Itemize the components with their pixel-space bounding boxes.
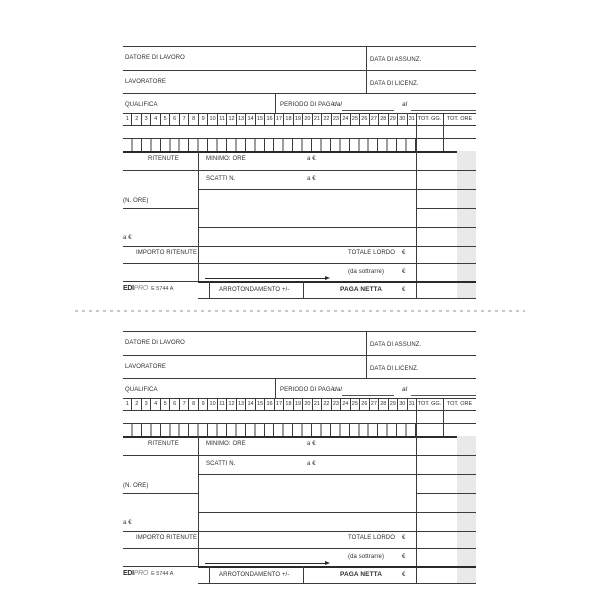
to-subtract-label: (da sottrarre) [348,269,385,275]
day-number: 25 [351,398,360,410]
day-number: 16 [265,398,274,410]
increments-at-euro: a € [307,461,316,467]
form-bottom-line [198,298,476,299]
from-label: dal [333,101,342,108]
day-number: 12 [227,113,236,125]
day-number: 17 [275,113,284,125]
hours-note-label: (N. ORE) [123,198,149,204]
day-number: 9 [199,113,208,125]
day-numbers-row [123,398,416,410]
rounding-box-right-line [303,281,304,298]
day-number: 27 [370,113,379,125]
rounding-label: ARROTONDAMENTO +/- [219,287,290,293]
perforation-dashed-line [75,310,525,312]
row-line [198,531,416,532]
day-number: 23 [332,113,341,125]
amount-withheld-label: IMPORTO RITENUTE [136,250,198,256]
net-pay-top-line [198,281,476,283]
header-divider [123,70,476,71]
day-number: 18 [284,113,293,125]
gross-total-euro: € [402,535,406,541]
row-line [416,455,476,456]
to-subtract-euro: € [402,554,406,560]
to-subtract-euro: € [402,269,406,275]
day-numbers-row [123,113,416,125]
day-number: 19 [294,113,303,125]
tot-gg-column-divider [416,113,417,151]
day-number: 7 [180,113,189,125]
worker-label: LAVORATORE [125,79,167,85]
day-number: 4 [151,398,160,410]
day-number: 10 [208,113,217,125]
qualification-label: QUALIFICA [125,102,158,108]
day-number: 11 [218,113,227,125]
tot-gg-column-divider [416,398,417,436]
to-subtract-label: (da sottrarre) [348,554,385,560]
row-line [198,227,416,228]
row-line [123,531,198,532]
row-line [416,548,476,549]
tot-ore-column-divider [443,113,444,151]
left-at-euro: a € [123,520,132,526]
payslip-form [123,331,476,584]
day-number: 26 [360,113,369,125]
rounding-box-left-line [209,566,210,583]
row-line [123,246,198,247]
header-divider [123,378,476,379]
brand-logo [123,570,173,578]
day-number: 5 [161,398,170,410]
day-number: 3 [142,398,151,410]
row-line [416,512,476,513]
day-number: 28 [379,113,388,125]
row-line [198,246,416,247]
pay-period-label: PERIODO DI PAGA [280,387,335,393]
row-line [416,493,476,494]
grid-bottom-line [123,436,476,438]
day-number: 24 [341,113,350,125]
to-fill-line [411,110,476,111]
increments-at-euro: a € [307,176,316,182]
day-number: 18 [284,398,293,410]
brand-edi: EDI [123,570,134,577]
hire-date-label: DATA DI ASSUNZ. [370,57,422,63]
qualification-label: QUALIFICA [125,387,158,393]
row-line [416,227,476,228]
header-divider [123,93,476,94]
day-number: 15 [256,113,265,125]
day-number: 29 [389,113,398,125]
grid-line [123,125,476,126]
from-fill-line [342,110,394,111]
rounding-box-right-line [303,566,304,583]
row-line [123,455,198,456]
arrow-right-icon [205,276,330,281]
day-number: 2 [132,398,141,410]
day-number: 27 [370,398,379,410]
tot-ore-column-divider [443,398,444,436]
grid-bottom-line [123,151,476,153]
form-bottom-line [198,583,476,584]
term-date-label: DATA DI LICENZ. [370,366,419,372]
day-number: 17 [275,398,284,410]
minimum-at-euro: a € [307,441,316,447]
from-fill-line [342,395,394,396]
term-date-label: DATA DI LICENZ. [370,81,419,87]
row-line [416,531,476,532]
date-box-divider [366,47,367,93]
minimum-at-euro: a € [307,156,316,162]
day-number: 14 [246,113,255,125]
day-number: 9 [199,398,208,410]
to-label: al [402,386,408,393]
day-number: 14 [246,398,255,410]
day-number: 2 [132,113,141,125]
day-number: 22 [322,398,331,410]
brand-edi: EDI [123,285,134,292]
day-number: 13 [237,113,246,125]
net-pay-top-line [198,566,476,568]
row-line [198,455,416,456]
day-number: 5 [161,113,170,125]
row-line [416,263,476,264]
day-number: 22 [322,113,331,125]
qualifica-periodo-divider [275,93,276,113]
gross-total-euro: € [402,250,406,256]
day-number: 30 [398,398,407,410]
row-line [198,474,416,475]
qualifica-periodo-divider [275,378,276,398]
day-number: 31 [408,116,415,122]
day-number: 6 [170,113,179,125]
day-number: 25 [351,113,360,125]
day-number: 1 [123,398,132,410]
grid-line [123,410,476,411]
brand-code: E 5744 A [151,286,174,292]
brand-code: E 5744 A [151,571,174,577]
day-number: 8 [189,113,198,125]
shaded-total-hours-column [457,151,476,299]
total-days-label: TOT. GG. [417,116,442,122]
day-number: 12 [227,398,236,410]
amount-withheld-label: IMPORTO RITENUTE [136,535,198,541]
day-number: 31 [408,401,415,407]
date-box-divider [366,332,367,378]
brand-pro: PRO [133,570,149,577]
row-line [198,189,416,190]
increments-label: SCATTI N. [206,461,236,467]
day-number: 3 [142,113,151,125]
day-number: 7 [180,398,189,410]
row-line [416,474,476,475]
day-number: 30 [398,113,407,125]
hours-note-label: (N. ORE) [123,483,149,489]
shaded-total-hours-column [457,436,476,584]
row-line [416,208,476,209]
row-line [123,281,198,282]
row-line [198,263,416,264]
row-line [123,208,198,209]
right-column-divider [416,151,417,299]
withholdings-label: RITENUTE [148,156,179,162]
header-divider [123,355,476,356]
day-number: 24 [341,398,350,410]
row-line [123,566,198,567]
total-days-label: TOT. GG. [417,401,442,407]
net-pay-euro: € [402,287,406,293]
row-line [123,263,198,264]
net-pay-label: PAGA NETTA [340,571,383,578]
to-label: al [402,101,408,108]
row-line [123,548,198,549]
brand-logo [123,285,173,293]
day-number: 11 [218,398,227,410]
worker-label: LAVORATORE [125,364,167,370]
net-pay-euro: € [402,572,406,578]
day-cells-row [123,138,416,151]
day-number: 19 [294,398,303,410]
increments-label: SCATTI N. [206,176,236,182]
withholdings-label: RITENUTE [148,441,179,447]
day-number: 4 [151,113,160,125]
hire-date-label: DATA DI ASSUNZ. [370,342,422,348]
day-number: 8 [189,398,198,410]
gross-total-label: TOTALE LORDO [348,535,395,541]
rounding-box-left-line [209,281,210,298]
employer-label: DATORE DI LAVORO [125,55,185,61]
day-number: 16 [265,113,274,125]
arrow-right-icon [205,561,330,566]
day-number: 1 [123,113,132,125]
day-number: 20 [303,113,312,125]
row-line [198,512,416,513]
employer-label: DATORE DI LAVORO [125,340,185,346]
row-line [198,170,416,171]
row-line [198,548,416,549]
row-line [416,170,476,171]
row-line [416,246,476,247]
day-number: 15 [256,398,265,410]
day-number: 10 [208,398,217,410]
left-at-euro: a € [123,235,132,241]
day-number: 21 [313,398,322,410]
rounding-label: ARROTONDAMENTO +/- [219,572,290,578]
day-number: 28 [379,398,388,410]
row-line [416,189,476,190]
brand-pro: PRO [133,285,149,292]
minimum-label: MINIMO: ORE [206,441,246,447]
total-hours-label: TOT. ORE [446,116,473,122]
day-number: 6 [170,398,179,410]
day-number: 26 [360,398,369,410]
total-hours-label: TOT. ORE [446,401,473,407]
to-fill-line [411,395,476,396]
from-label: dal [333,386,342,393]
day-number: 13 [237,398,246,410]
minimum-label: MINIMO: ORE [206,156,246,162]
payslip-form [123,46,476,299]
day-number: 20 [303,398,312,410]
right-column-divider [416,436,417,584]
day-number: 21 [313,113,322,125]
day-cells-row [123,423,416,436]
day-number: 23 [332,398,341,410]
net-pay-label: PAGA NETTA [340,286,383,293]
gross-total-label: TOTALE LORDO [348,250,395,256]
pay-period-label: PERIODO DI PAGA [280,102,335,108]
day-number: 29 [389,398,398,410]
row-line [123,493,198,494]
row-line [123,170,198,171]
